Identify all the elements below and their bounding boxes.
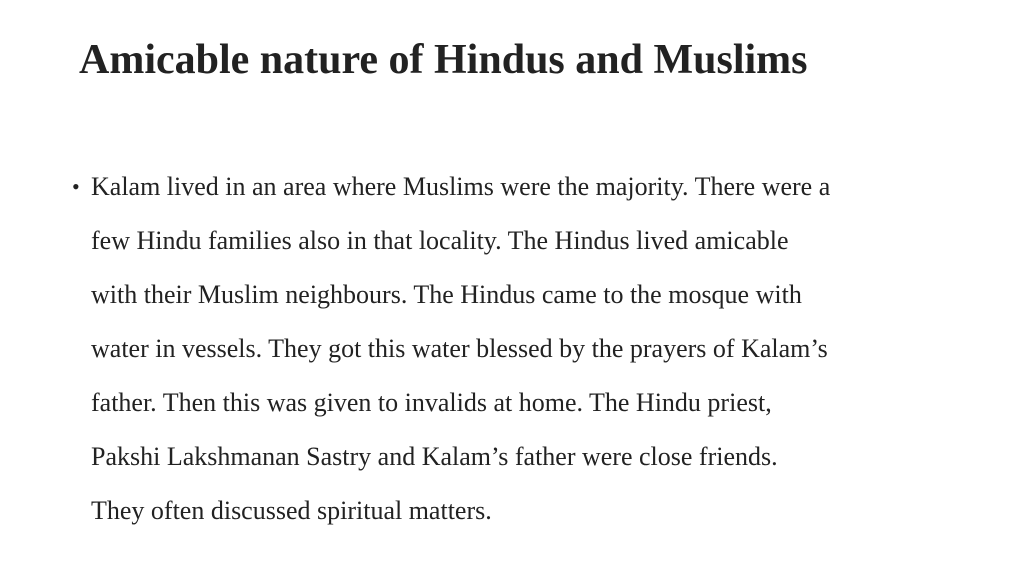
bullet-item [72,160,952,538]
paragraph-line: few Hindu families also in that locality. The Hindus lived amicable [91,226,789,255]
paragraph-line: Kalam lived in an area where Muslims were the majority. There were a [91,172,831,201]
paragraph-line: father. Then this was given to invalids at home. The Hindu priest, [91,388,772,417]
bullet-icon: • [72,174,80,199]
slide-title: Amicable nature of Hindus and Muslims [79,37,808,83]
paragraph-line: They often discussed spiritual matters. [91,496,492,525]
bullet-list [72,160,952,538]
paragraph-line: with their Muslim neighbours. The Hindus came to the mosque with [91,280,802,309]
paragraph-line: Pakshi Lakshmanan Sastry and Kalam’s father were close friends. [91,442,778,471]
paragraph-line: water in vessels. They got this water blessed by the prayers of Kalam’s [91,334,828,363]
